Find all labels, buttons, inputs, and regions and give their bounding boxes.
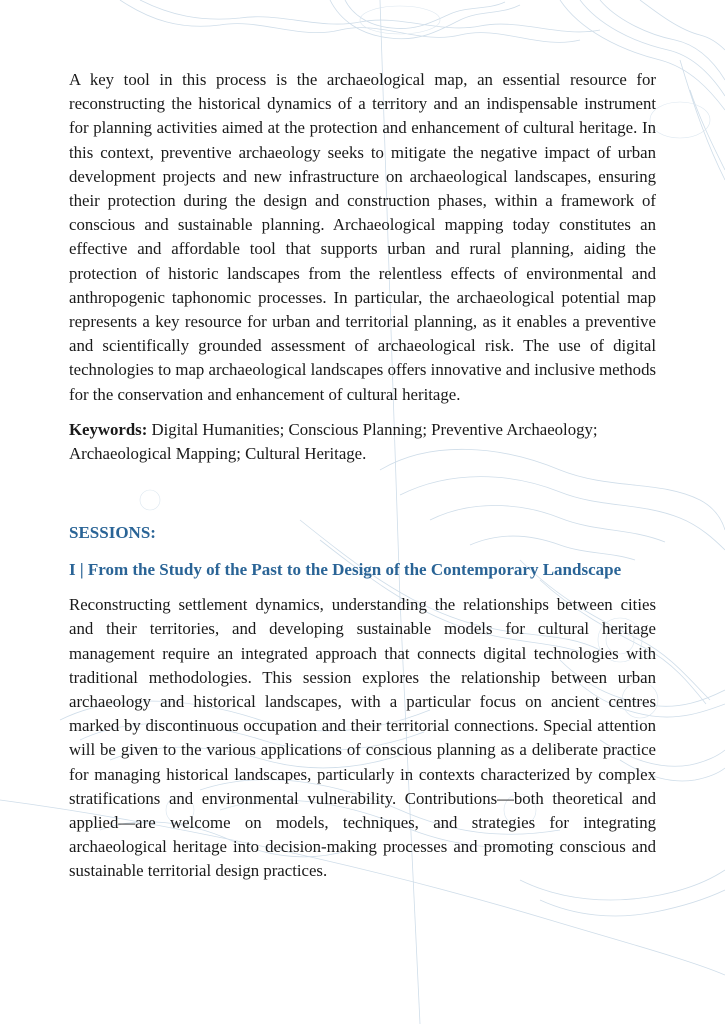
keywords-line	[69, 418, 656, 466]
sessions-heading: SESSIONS:	[69, 523, 156, 543]
intro-paragraph: A key tool in this process is the archaeological map, an essential resource for reconstructing the historical dynamics of a territory and an indispensable instrument for planning activities aimed at the protection and enhancement of cultural heritage. In this context, preventive archaeology seeks to mitigate the negative impact of urban development projects and new infrastructure on archaeological landscapes, ensuring their protection during the design and construction phases, within a framework of conscious and sustainable planning. Archaeological mapping today constitutes an effective and affordable tool that supports urban and rural planning, aiding the protection of historic landscapes from the relentless effects of environmental and anthropogenic taphonomic processes. In particular, the archaeological potential map represents a key resource for urban and territorial planning, as it enables a preventive and scientifically grounded assessment of archaeological risk. The use of digital technologies to map archaeological landscapes offers innovative and inclusive methods for the conservation and enhancement of cultural heritage.	[69, 70, 656, 404]
keywords-label: Keywords:	[69, 419, 148, 439]
session-title: I | From the Study of the Past to the Design of the Contemporary Landscape	[69, 560, 622, 580]
keywords-text: Digital Humanities; Conscious Planning; Preventive Archaeology; Archaeological Mapping; Cultural Heritage.	[69, 419, 598, 464]
page-content	[69, 68, 656, 884]
session-description: Reconstructing settlement dynamics, understanding the relationships between cities and their territories, and developing sustainable models for cultural heritage management require an integrated approach that connects digital technologies with traditional methodologies. This session explores the relationship between urban archaeology and historical landscapes, with a particular focus on ancient centres marked by discontinuous occupation and their territorial connections. Special attention will be given to the various applications of conscious planning as a deliberate practice for managing historical landscapes, particularly in contexts characterized by complex stratifications and environmental vulnerability. Contributions—both theoretical and applied—are welcome on models, techniques, and strategies for integrating archaeological heritage into decision-making processes and promoting conscious and sustainable territorial design practices.	[69, 595, 656, 881]
